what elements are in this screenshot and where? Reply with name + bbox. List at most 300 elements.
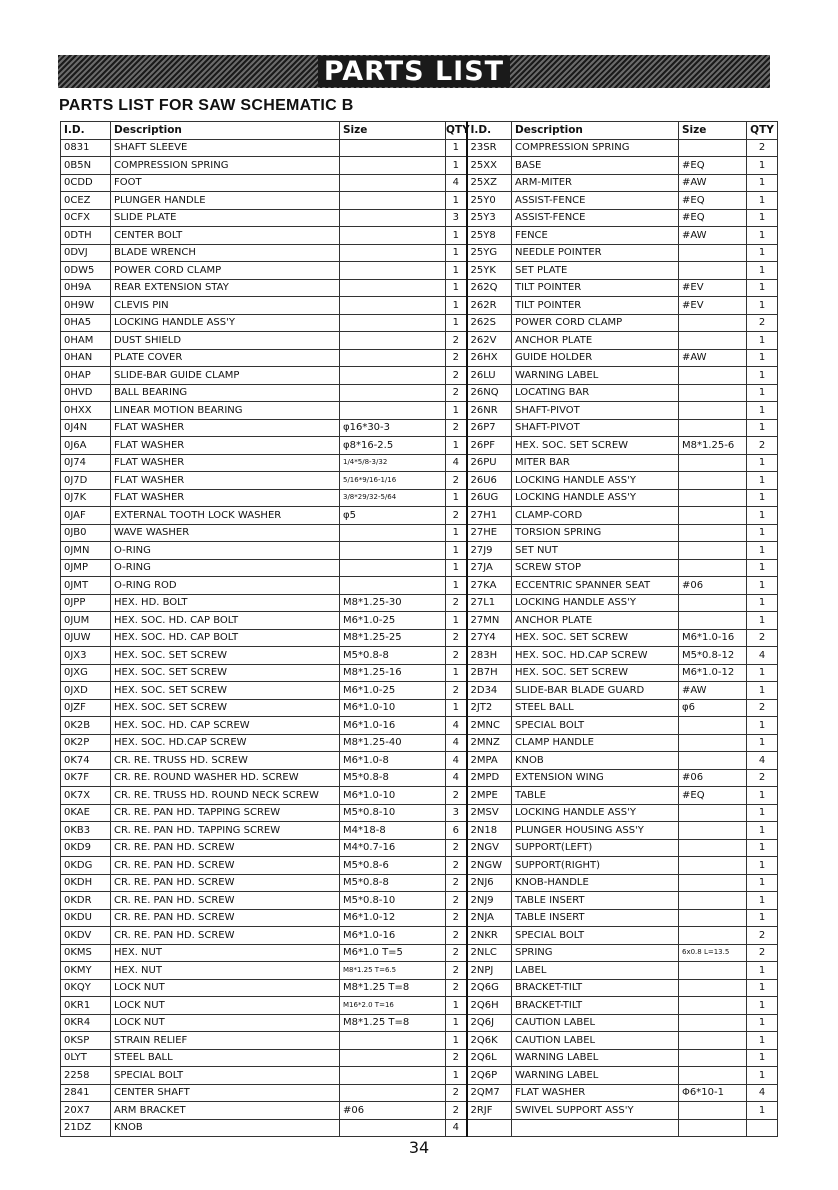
part-id: 25Y8	[467, 227, 512, 245]
part-qty: 2	[446, 857, 467, 875]
part-qty: 1	[747, 174, 778, 192]
part-description: LOCK NUT	[111, 979, 340, 997]
part-size: M6*1.0-16	[340, 717, 446, 735]
part-id: 2JT2	[467, 699, 512, 717]
part-size	[679, 384, 747, 402]
part-description: BRACKET-TILT	[512, 997, 679, 1015]
table-row	[61, 1102, 778, 1120]
part-description: STEEL BALL	[512, 699, 679, 717]
table-row	[61, 629, 778, 647]
part-size	[679, 244, 747, 262]
part-id: 2NJA	[467, 909, 512, 927]
part-description: CR. RE. PAN HD. SCREW	[111, 839, 340, 857]
part-id: 26PF	[467, 437, 512, 455]
part-qty: 1	[747, 997, 778, 1015]
table-row	[61, 664, 778, 682]
part-size: #AW	[679, 174, 747, 192]
part-description: FLAT WASHER	[111, 437, 340, 455]
part-qty: 1	[747, 454, 778, 472]
table-row	[61, 262, 778, 280]
part-description: STRAIN RELIEF	[111, 1032, 340, 1050]
part-id: 27KA	[467, 577, 512, 595]
part-qty: 1	[747, 734, 778, 752]
part-description: REAR EXTENSION STAY	[111, 279, 340, 297]
part-size: M6*1.0-12	[340, 909, 446, 927]
part-size	[340, 1067, 446, 1085]
part-description: COMPRESSION SPRING	[111, 157, 340, 175]
part-size	[340, 262, 446, 280]
part-qty: 1	[747, 384, 778, 402]
part-size	[340, 402, 446, 420]
part-id: 25Y0	[467, 192, 512, 210]
part-description: SLIDE-BAR BLADE GUARD	[512, 682, 679, 700]
part-qty: 1	[747, 297, 778, 315]
part-size: M6*1.0 T=5	[340, 944, 446, 962]
part-description: SLIDE PLATE	[111, 209, 340, 227]
part-size: M5*0.8-8	[340, 647, 446, 665]
part-description: CR. RE. PAN HD. TAPPING SCREW	[111, 822, 340, 840]
part-qty: 1	[446, 192, 467, 210]
part-qty: 2	[747, 629, 778, 647]
part-qty: 2	[446, 419, 467, 437]
part-qty: 1	[446, 524, 467, 542]
part-size	[340, 227, 446, 245]
part-size: 5/16*9/16-1/16	[340, 472, 446, 490]
part-qty: 1	[747, 542, 778, 560]
part-qty: 1	[747, 979, 778, 997]
part-id: 26HX	[467, 349, 512, 367]
part-qty: 1	[747, 157, 778, 175]
part-size: M8*1.25-16	[340, 664, 446, 682]
part-id: 0KMY	[61, 962, 111, 980]
part-id: 0K7X	[61, 787, 111, 805]
part-qty: 1	[747, 1067, 778, 1085]
part-size	[679, 734, 747, 752]
part-id: 2NGW	[467, 857, 512, 875]
part-description: HEX. NUT	[111, 962, 340, 980]
part-qty: 2	[747, 769, 778, 787]
part-description: TILT POINTER	[512, 279, 679, 297]
part-id: 26P7	[467, 419, 512, 437]
part-id: 25XX	[467, 157, 512, 175]
banner-title: PARTS LIST	[318, 56, 510, 87]
parts-table-body	[61, 139, 778, 1137]
part-description: HEX. HD. BOLT	[111, 594, 340, 612]
table-row	[61, 419, 778, 437]
part-size: #EV	[679, 279, 747, 297]
table-row	[61, 944, 778, 962]
table-row	[61, 314, 778, 332]
part-size	[340, 314, 446, 332]
part-description: BALL BEARING	[111, 384, 340, 402]
part-id: 27MN	[467, 612, 512, 630]
part-size	[679, 332, 747, 350]
part-description: FLAT WASHER	[111, 454, 340, 472]
part-description: ECCENTRIC SPANNER SEAT	[512, 577, 679, 595]
part-size: φ8*16-2.5	[340, 437, 446, 455]
table-row	[61, 349, 778, 367]
part-qty: 2	[446, 367, 467, 385]
part-id: 2B7H	[467, 664, 512, 682]
table-row	[61, 192, 778, 210]
part-size: #AW	[679, 349, 747, 367]
part-size	[340, 542, 446, 560]
part-qty: 4	[446, 752, 467, 770]
part-size: M5*0.8-8	[340, 874, 446, 892]
part-description: EXTENSION WING	[512, 769, 679, 787]
part-size: M5*0.8-10	[340, 892, 446, 910]
part-id: 27L1	[467, 594, 512, 612]
part-id: 2MPA	[467, 752, 512, 770]
part-qty: 2	[446, 962, 467, 980]
part-description: SWIVEL SUPPORT ASS'Y	[512, 1102, 679, 1120]
part-id: 0831	[61, 139, 111, 157]
part-qty: 1	[446, 664, 467, 682]
part-qty: 4	[446, 1119, 467, 1137]
part-id: 0KDG	[61, 857, 111, 875]
part-size	[679, 839, 747, 857]
part-description: KNOB	[512, 752, 679, 770]
part-size: M6*1.0-25	[340, 612, 446, 630]
part-size: M6*1.0-8	[340, 752, 446, 770]
part-description: BASE	[512, 157, 679, 175]
part-size	[679, 542, 747, 560]
table-row	[61, 174, 778, 192]
part-qty: 1	[747, 1102, 778, 1120]
part-description: COMPRESSION SPRING	[512, 139, 679, 157]
part-size	[340, 1032, 446, 1050]
part-qty: 4	[446, 717, 467, 735]
part-qty: 1	[446, 489, 467, 507]
part-id: 0JB0	[61, 524, 111, 542]
part-qty: 4	[747, 1084, 778, 1102]
part-description: MITER BAR	[512, 454, 679, 472]
part-size: M5*0.8-6	[340, 857, 446, 875]
part-description: SET PLATE	[512, 262, 679, 280]
part-id: 2Q6G	[467, 979, 512, 997]
part-qty: 1	[747, 874, 778, 892]
part-qty: 1	[446, 997, 467, 1015]
part-size	[679, 997, 747, 1015]
part-id: 0J7K	[61, 489, 111, 507]
part-description: ASSIST-FENCE	[512, 192, 679, 210]
part-description: SHAFT SLEEVE	[111, 139, 340, 157]
table-row	[61, 997, 778, 1015]
header-description: Description	[512, 122, 679, 140]
part-description: DUST SHIELD	[111, 332, 340, 350]
part-qty: 1	[747, 804, 778, 822]
part-description: CR. RE. PAN HD. SCREW	[111, 874, 340, 892]
part-id: 26U6	[467, 472, 512, 490]
table-row	[61, 332, 778, 350]
part-qty: 1	[446, 314, 467, 332]
part-description: LINEAR MOTION BEARING	[111, 402, 340, 420]
part-id: 0HXX	[61, 402, 111, 420]
part-id: 0CFX	[61, 209, 111, 227]
table-row	[61, 209, 778, 227]
part-id: 27Y4	[467, 629, 512, 647]
part-qty: 2	[446, 909, 467, 927]
part-size	[340, 384, 446, 402]
part-qty: 4	[446, 769, 467, 787]
part-id: 0KD9	[61, 839, 111, 857]
part-description: CR. RE. PAN HD. SCREW	[111, 909, 340, 927]
table-row	[61, 542, 778, 560]
table-row	[61, 909, 778, 927]
part-id: 0CEZ	[61, 192, 111, 210]
part-description: LOCKING HANDLE ASS'Y	[111, 314, 340, 332]
part-size	[679, 507, 747, 525]
part-description: CR. RE. PAN HD. SCREW	[111, 857, 340, 875]
part-description: TABLE	[512, 787, 679, 805]
part-qty: 1	[747, 1014, 778, 1032]
part-size	[679, 419, 747, 437]
header-description: Description	[111, 122, 340, 140]
part-size: M8*1.25-25	[340, 629, 446, 647]
part-description: CLEVIS PIN	[111, 297, 340, 315]
parts-list-banner	[58, 55, 770, 88]
part-size	[340, 332, 446, 350]
part-description: SUPPORT(LEFT)	[512, 839, 679, 857]
part-description: FENCE	[512, 227, 679, 245]
part-id: 2Q6H	[467, 997, 512, 1015]
part-id: 26PU	[467, 454, 512, 472]
table-row	[61, 472, 778, 490]
header-qty: QTY	[747, 122, 778, 140]
part-id: 0JUM	[61, 612, 111, 630]
part-id: 0KB3	[61, 822, 111, 840]
part-description: TILT POINTER	[512, 297, 679, 315]
part-qty: 2	[446, 787, 467, 805]
part-qty: 1	[747, 402, 778, 420]
part-size: #06	[679, 577, 747, 595]
part-size	[679, 472, 747, 490]
part-qty: 1	[446, 262, 467, 280]
part-id: 2258	[61, 1067, 111, 1085]
part-size: 3/8*29/32-5/64	[340, 489, 446, 507]
part-qty: 1	[747, 559, 778, 577]
part-id: 0KMS	[61, 944, 111, 962]
part-description: ARM BRACKET	[111, 1102, 340, 1120]
part-id: 2D34	[467, 682, 512, 700]
part-description: KNOB-HANDLE	[512, 874, 679, 892]
part-qty: 1	[747, 262, 778, 280]
table-row	[61, 822, 778, 840]
part-id: 0DTH	[61, 227, 111, 245]
part-description	[512, 1119, 679, 1137]
part-description: WARNING LABEL	[512, 1049, 679, 1067]
part-id: 0JAF	[61, 507, 111, 525]
part-id: 0JXD	[61, 682, 111, 700]
part-qty: 1	[747, 507, 778, 525]
part-description: CR. RE. TRUSS HD. SCREW	[111, 752, 340, 770]
part-size: M8*1.25 T=8	[340, 1014, 446, 1032]
part-id: 0HAN	[61, 349, 111, 367]
part-id: 2QM7	[467, 1084, 512, 1102]
table-row	[61, 559, 778, 577]
part-size	[340, 1084, 446, 1102]
part-description: ARM-MITER	[512, 174, 679, 192]
part-id: 262V	[467, 332, 512, 350]
part-description: TABLE INSERT	[512, 892, 679, 910]
header-id: I.D.	[61, 122, 111, 140]
part-description: STEEL BALL	[111, 1049, 340, 1067]
table-row	[61, 157, 778, 175]
table-row	[61, 647, 778, 665]
part-size	[679, 752, 747, 770]
part-id: 26NQ	[467, 384, 512, 402]
part-qty: 2	[446, 682, 467, 700]
parts-table	[60, 121, 778, 1137]
part-size: #EV	[679, 297, 747, 315]
part-description: SHAFT-PIVOT	[512, 402, 679, 420]
part-qty: 2	[446, 507, 467, 525]
part-description: TABLE INSERT	[512, 909, 679, 927]
part-id: 2RJF	[467, 1102, 512, 1120]
part-size: M8*1.25-30	[340, 594, 446, 612]
part-id: 21DZ	[61, 1119, 111, 1137]
part-id: 0JUW	[61, 629, 111, 647]
table-row	[61, 734, 778, 752]
part-id: 0KQY	[61, 979, 111, 997]
part-id: 2NGV	[467, 839, 512, 857]
part-id: 262R	[467, 297, 512, 315]
part-size: M8*1.25 T=8	[340, 979, 446, 997]
part-id: 0KAE	[61, 804, 111, 822]
part-size	[679, 367, 747, 385]
part-description: HEX. SOC. HD. CAP BOLT	[111, 629, 340, 647]
part-qty: 1	[747, 367, 778, 385]
part-size	[679, 874, 747, 892]
part-qty: 1	[446, 612, 467, 630]
table-row	[61, 962, 778, 980]
table-row	[61, 612, 778, 630]
table-row	[61, 752, 778, 770]
part-description: WARNING LABEL	[512, 1067, 679, 1085]
part-id: 0KR1	[61, 997, 111, 1015]
part-id: 0KDU	[61, 909, 111, 927]
part-id: 0B5N	[61, 157, 111, 175]
part-qty: 2	[446, 594, 467, 612]
part-qty: 1	[446, 279, 467, 297]
table-row	[61, 682, 778, 700]
part-qty: 1	[747, 577, 778, 595]
part-qty: 1	[446, 577, 467, 595]
header-size: Size	[340, 122, 446, 140]
part-id: 0KSP	[61, 1032, 111, 1050]
part-qty: 2	[446, 979, 467, 997]
part-size: φ5	[340, 507, 446, 525]
part-size	[679, 594, 747, 612]
part-description: KNOB	[111, 1119, 340, 1137]
part-description: CLAMP HANDLE	[512, 734, 679, 752]
part-description: LOCATING BAR	[512, 384, 679, 402]
part-description: PLUNGER HANDLE	[111, 192, 340, 210]
part-qty: 4	[446, 174, 467, 192]
part-id: 2MSV	[467, 804, 512, 822]
part-size	[340, 1119, 446, 1137]
part-id: 2MPE	[467, 787, 512, 805]
part-id: 23SR	[467, 139, 512, 157]
part-size	[340, 209, 446, 227]
part-qty: 1	[747, 962, 778, 980]
part-size	[679, 1014, 747, 1032]
part-id: 0DW5	[61, 262, 111, 280]
table-row	[61, 577, 778, 595]
part-size: 6x0.8 L=13.5	[679, 944, 747, 962]
part-id: 0J6A	[61, 437, 111, 455]
part-qty	[747, 1119, 778, 1137]
part-description: O-RING	[111, 542, 340, 560]
part-qty: 2	[446, 1102, 467, 1120]
part-description: HEX. SOC. SET SCREW	[111, 664, 340, 682]
part-description: O-RING ROD	[111, 577, 340, 595]
part-size: #EQ	[679, 787, 747, 805]
table-row	[61, 437, 778, 455]
part-qty: 4	[747, 647, 778, 665]
table-row	[61, 279, 778, 297]
part-description: SHAFT-PIVOT	[512, 419, 679, 437]
part-size	[340, 139, 446, 157]
table-row	[61, 717, 778, 735]
part-qty: 2	[446, 892, 467, 910]
part-size: 1/4*5/8-3/32	[340, 454, 446, 472]
part-id: 2Q6P	[467, 1067, 512, 1085]
part-qty: 1	[747, 279, 778, 297]
part-description: CR. RE. ROUND WASHER HD. SCREW	[111, 769, 340, 787]
part-id: 26NR	[467, 402, 512, 420]
table-row	[61, 1084, 778, 1102]
part-size	[679, 262, 747, 280]
part-size: M5*0.8-8	[340, 769, 446, 787]
part-description: SPECIAL BOLT	[512, 717, 679, 735]
part-qty: 2	[446, 472, 467, 490]
part-description: FOOT	[111, 174, 340, 192]
part-size	[679, 804, 747, 822]
part-size	[340, 244, 446, 262]
part-size: φ16*30-3	[340, 419, 446, 437]
part-qty: 6	[446, 822, 467, 840]
table-row	[61, 139, 778, 157]
part-size: M5*0.8-10	[340, 804, 446, 822]
part-qty: 1	[747, 472, 778, 490]
part-size: M8*1.25-40	[340, 734, 446, 752]
part-size: M8*1.25-6	[679, 437, 747, 455]
part-size: #EQ	[679, 157, 747, 175]
part-description: LOCK NUT	[111, 997, 340, 1015]
part-description: LOCK NUT	[111, 1014, 340, 1032]
part-description: CR. RE. PAN HD. TAPPING SCREW	[111, 804, 340, 822]
part-description: SPECIAL BOLT	[111, 1067, 340, 1085]
part-size	[340, 367, 446, 385]
part-size	[679, 892, 747, 910]
part-id: 25Y3	[467, 209, 512, 227]
part-size: #EQ	[679, 192, 747, 210]
part-id: 283H	[467, 647, 512, 665]
part-size	[679, 454, 747, 472]
part-qty: 1	[446, 227, 467, 245]
part-size	[679, 402, 747, 420]
part-qty: 2	[446, 1084, 467, 1102]
part-id: 2NPJ	[467, 962, 512, 980]
part-qty: 2	[446, 332, 467, 350]
part-id: 27J9	[467, 542, 512, 560]
part-size: φ6	[679, 699, 747, 717]
part-description: HEX. SOC. HD.CAP SCREW	[111, 734, 340, 752]
part-description: ANCHOR PLATE	[512, 612, 679, 630]
part-description: FLAT WASHER	[111, 489, 340, 507]
part-description: LOCKING HANDLE ASS'Y	[512, 472, 679, 490]
